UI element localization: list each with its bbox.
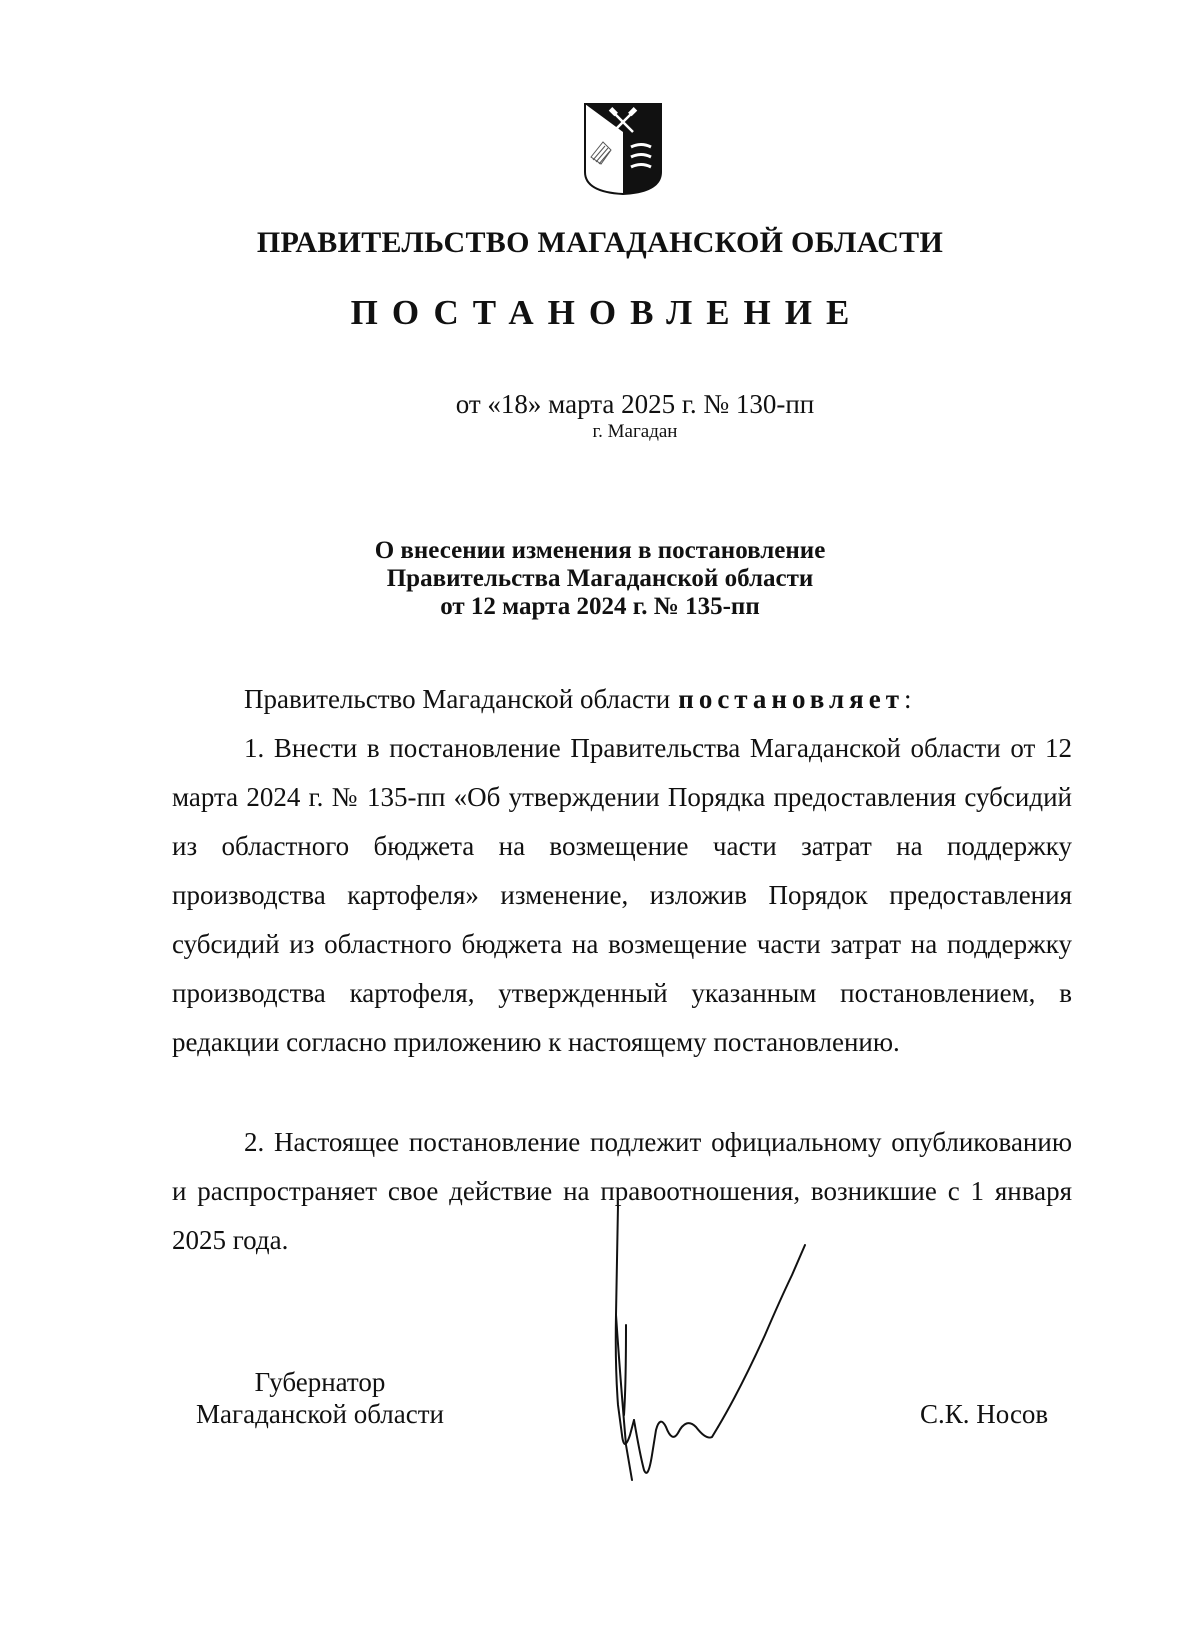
subject-line-3: от 12 марта 2024 г. № 135-пп: [440, 593, 760, 620]
document-city: г. Магадан: [592, 421, 678, 442]
paragraph-2: 2. Настоящее постановление подлежит официальному опубликованию и распространяет свое действие на правоотношения, возникшие с 1 января 2025 года.: [172, 1127, 1072, 1255]
intro-colon: :: [904, 684, 912, 714]
subject-line-1: О внесении изменения в постановление: [374, 537, 826, 564]
resolution-intro: [172, 675, 1072, 724]
subject-line-2: Правительства Магаданской области: [386, 565, 814, 592]
document-date-number: от «18» марта 2025 г. № 130-пп: [455, 389, 815, 419]
intro-text: Правительство Магаданской области: [244, 684, 671, 714]
signer-title-line-1: Губернатор: [254, 1367, 386, 1397]
coat-of-arms-icon: [583, 102, 663, 196]
document-subject: [0, 537, 1200, 621]
organization-title: ПРАВИТЕЛЬСТВО МАГАДАНСКОЙ ОБЛАСТИ: [256, 226, 944, 259]
paragraph-1: 1. Внести в постановление Правительства Магаданской области от 12 марта 2024 г. № 135-пп «Об утверждении Порядка предоставления субсидий из областного бюджета на возмещение части затрат на поддержку производства картофеля» изменение, изложив Порядок предоставления субсидий из областного бюджета на возмещение части затрат на поддержку производства картофеля, утвержденный указанным постановлением, в редакции согласно приложению к настоящему постановлению.: [172, 733, 1072, 1057]
document-type: ПОСТАНОВЛЕНИЕ: [350, 293, 864, 332]
handwritten-signature-icon: [600, 1205, 830, 1495]
signer-title: [180, 1366, 460, 1430]
signer-name: С.К. Носов: [920, 1399, 1049, 1429]
intro-keyword: постановляет: [678, 684, 905, 714]
signer-title-line-2: Магаданской области: [196, 1399, 444, 1429]
